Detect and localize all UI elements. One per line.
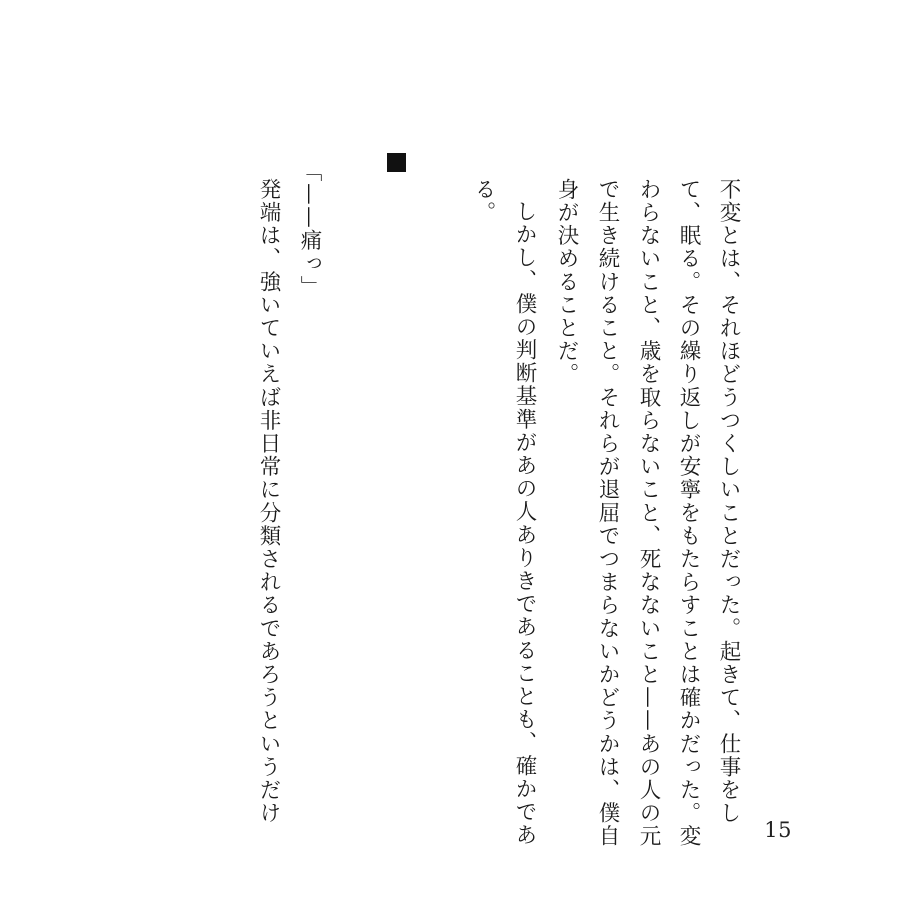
text-column-3: わらないこと、歳を取らないこと、死なないこと——あの人の元 bbox=[636, 178, 661, 848]
text-column-6: しかし、僕の判断基準があの人ありきであることも、確かであ bbox=[512, 200, 537, 847]
text-column-4: で生き続けること。それらが退屈でつまらないかどうかは、僕自 bbox=[595, 178, 620, 848]
section-break-marker bbox=[387, 153, 406, 172]
text-column-2: て、眠る。その繰り返しが安寧をもたらすことは確かだった。変 bbox=[676, 178, 701, 848]
text-column-7: る。 bbox=[471, 178, 496, 225]
text-column-5: 身が決めることだ。 bbox=[554, 178, 579, 386]
dialog-line: 「——痛っ」 bbox=[297, 160, 322, 299]
text-column-1: 不変とは、それほどうつくしいことだった。起きて、仕事をし bbox=[716, 178, 741, 825]
text-column-last: 発端は、強いていえば非日常に分類されるであろうというだけ bbox=[256, 178, 281, 825]
page-number: 15 bbox=[764, 818, 792, 842]
